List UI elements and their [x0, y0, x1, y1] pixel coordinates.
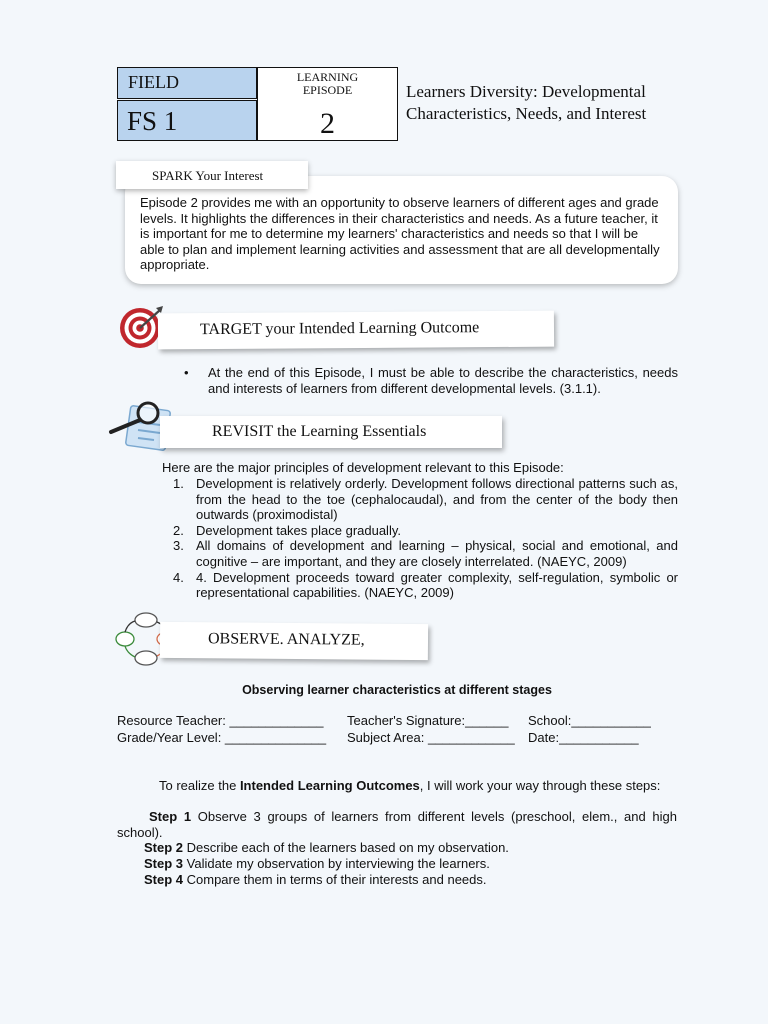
page-title-line2: Characteristics, Needs, and Interest [406, 104, 647, 123]
grade-level-field[interactable]: Grade/Year Level: ______________ [117, 730, 327, 745]
list-item-number: 1. [173, 476, 184, 491]
list-item-text: Development is relatively orderly. Development follows directional patterns such as, from the head to the toe (cephalocaudal), and from the center of the body then outwards (proximodistal) [196, 476, 678, 523]
step-label: Step 2 [144, 840, 184, 855]
subject-area-field[interactable]: Subject Area: ____________ [347, 730, 515, 745]
fs-label-box [117, 100, 257, 141]
resource-teacher-field[interactable]: Resource Teacher: _____________ [117, 713, 324, 728]
list-item-text: All domains of development and learning – physical, social and emotional, and cognitive – are important, and they are closely interrelated. (NAEYC, 2009) [196, 538, 678, 569]
date-field-wrap [528, 730, 639, 745]
principles-intro: Here are the major principles of development relevant to this Episode: [162, 460, 564, 475]
field-label: FIELD [128, 72, 179, 92]
episode-label-line1: LEARNING [296, 70, 359, 84]
step-text: Validate my observation by interviewing the learners. [183, 856, 490, 871]
signature-field-wrap [347, 713, 508, 728]
episode-label-line2: EPISODE [302, 83, 353, 97]
field-label-box [117, 67, 257, 99]
step-label: Step 1 [149, 809, 192, 824]
list-item [162, 476, 678, 523]
school-field-wrap [528, 713, 651, 728]
step-3 [144, 856, 490, 872]
outcome-text: At the end of this Episode, I must be able to describe the characteristics, needs and interests of learners from different developmental levels. (3.1.1). [208, 365, 678, 396]
spark-tab: SPARK Your Interest [116, 161, 308, 189]
step-1 [117, 809, 677, 841]
list-item [162, 570, 678, 601]
step-text: Describe each of the learners based on my observation. [183, 840, 509, 855]
revisit-banner: REVISIT the Learning Essentials [160, 416, 502, 448]
subject-area-field-wrap [347, 730, 515, 745]
bullet-icon: • [184, 365, 189, 380]
outcome-item [184, 365, 678, 397]
target-banner: TARGET your Intended Learning Outcome [158, 311, 554, 350]
observation-heading: Observing learner characteristics at different stages [242, 683, 552, 697]
steps-intro [117, 778, 677, 794]
step-text: Observe 3 groups of learners from different levels (preschool, elem., and high school). [117, 809, 677, 840]
step-2 [144, 840, 509, 856]
form-row-1 [117, 713, 323, 728]
spark-text: Episode 2 provides me with an opportunity to observe learners of different ages and grade levels. It highlights the differences in their characteristics and needs. As a future teacher, it is important for me to determine my learners' characteristics and needs so that I will be able to plan and implement learning activities and assessment that are all developmentally appropriate. [140, 195, 660, 272]
school-field[interactable]: School:___________ [528, 713, 651, 728]
list-item-number: 4. [173, 569, 184, 585]
page-title-line1: Learners Diversity: Developmental [406, 82, 646, 101]
step-4 [144, 872, 487, 888]
steps-intro-post: , I will work your way through these steps: [419, 778, 661, 793]
steps-intro-bold: Intended Learning Outcomes [239, 778, 420, 793]
date-field[interactable]: Date:___________ [528, 730, 639, 745]
form-row-2 [117, 730, 326, 745]
steps-intro-pre: To realize the [159, 778, 240, 793]
list-item [162, 523, 678, 539]
list-item-text: Development takes place gradually. [196, 522, 401, 538]
teacher-signature-field[interactable]: Teacher's Signature:______ [347, 713, 509, 728]
principles-list [162, 476, 678, 601]
page-title [406, 81, 706, 125]
observe-banner: OBSERVE. ANALYZE, [160, 622, 428, 660]
episode-box [257, 67, 398, 141]
list-item-text: 4. Development proceeds toward greater complexity, self-regulation, symbolic or representational capabilities. (NAEYC, 2009) [196, 569, 678, 601]
episode-number: 2 [320, 107, 335, 140]
list-item [162, 538, 678, 569]
step-label: Step 3 [144, 856, 184, 871]
step-label: Step 4 [144, 872, 184, 887]
episode-label [258, 71, 397, 97]
fs-label: FS 1 [127, 106, 178, 136]
step-text: Compare them in terms of their interests and needs. [183, 872, 487, 887]
list-item-number: 2. [173, 522, 184, 538]
list-item-number: 3. [173, 538, 184, 554]
